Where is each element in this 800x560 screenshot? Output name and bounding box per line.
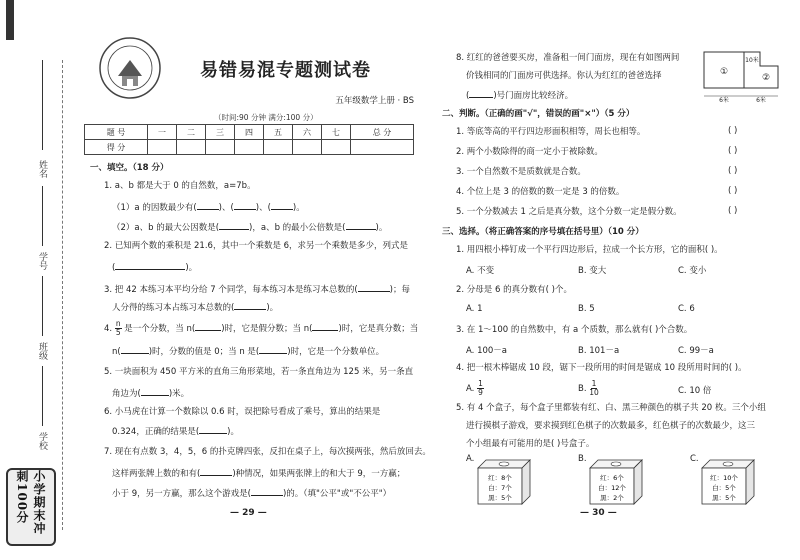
floor-dim-height: 10米: [745, 57, 759, 64]
choice-option[interactable]: C. 变小: [678, 266, 707, 276]
question-1: 1. a、b 都是大于 0 的自然数，a=7b。: [104, 181, 256, 191]
question-5-cont: 角边为( )米。: [112, 386, 189, 400]
question-2: 2. 已知两个数的乘积是 21.6，其中一个乘数是 6，求另一个乘数是多少，列式是: [104, 241, 409, 251]
choice-option[interactable]: A. $\frac{1}{9}$: [466, 379, 483, 397]
box-b-diagram: [588, 456, 644, 506]
choice-option[interactable]: B. 5: [578, 304, 595, 314]
score-cell[interactable]: [292, 140, 321, 155]
answer-blank[interactable]: [200, 466, 232, 476]
box-a-line: 黑：5个: [488, 494, 512, 502]
score-cell[interactable]: [350, 140, 413, 155]
choice-5: 5. 有 4 个盒子，每个盒子里都装有红、白、黑三种颜色的棋子共 20 枚。三个小组: [456, 403, 766, 413]
score-cell[interactable]: [321, 140, 350, 155]
question-8: 8. 红红的爸爸要买房，准备租一间门面房，现在有如图两间: [456, 53, 680, 63]
question-3-cont: 人分得的练习本占练习本总数的( )。: [112, 300, 278, 314]
answer-blank[interactable]: [358, 282, 390, 292]
choice-option[interactable]: B. 变大: [578, 266, 607, 276]
binding-strip: [0, 0, 78, 560]
answer-blank[interactable]: [469, 88, 493, 98]
box-c-line: 黑：5个: [712, 494, 736, 502]
score-header-row: [85, 125, 414, 140]
score-table: [84, 124, 414, 155]
school-label: 学校: [37, 432, 47, 450]
box-a-line: 白：7个: [488, 484, 512, 492]
page-number: — 30 —: [580, 508, 617, 518]
score-cell[interactable]: [234, 140, 263, 155]
box-b-line: 红：6个: [600, 474, 624, 482]
choice-option[interactable]: B. $\frac{1}{10}$: [578, 379, 599, 397]
floor-plan-diagram: [700, 46, 786, 104]
score-value-row: [85, 140, 414, 155]
choice-option[interactable]: C. 10 倍: [678, 386, 712, 396]
answer-paren[interactable]: ( ): [728, 146, 738, 156]
choice-option[interactable]: C. 99－a: [678, 346, 714, 356]
answer-blank[interactable]: [251, 486, 283, 496]
answer-paren[interactable]: ( ): [728, 206, 738, 216]
series-badge: [6, 468, 56, 546]
cut-line: [62, 60, 63, 530]
answer-blank[interactable]: [259, 344, 287, 354]
page-number: — 29 —: [230, 508, 267, 518]
answer-blank[interactable]: [195, 321, 221, 331]
strip-bar-top: [6, 0, 14, 40]
answer-blank[interactable]: [271, 200, 293, 210]
choice-3: 3. 在 1～100 的自然数中，有 a 个质数，那么就有( )个合数。: [456, 325, 693, 335]
box-b-line: 白：12个: [598, 484, 626, 492]
answer-blank[interactable]: [199, 424, 227, 434]
question-6: 6. 小马虎在计算一个数除以 0.6 时，误把除号看成了乘号，算出的结果是: [104, 407, 381, 417]
name-rule: [42, 60, 43, 150]
score-head-cell: 二: [176, 125, 205, 140]
answer-blank[interactable]: [234, 300, 266, 310]
choice-option[interactable]: A. 不变: [466, 266, 495, 276]
question-1a: （1）a 的因数最少有( )、( )、( )。: [112, 200, 305, 214]
floor-label-1: ①: [719, 67, 729, 77]
answer-paren[interactable]: ( ): [728, 186, 738, 196]
floor-dim-width-2: 6米: [756, 97, 766, 104]
class-rule: [42, 276, 43, 336]
answer-blank[interactable]: [346, 220, 376, 230]
judge-1: 1. 等底等高的平行四边形面积相等，周长也相等。: [456, 127, 646, 137]
fraction: $\frac{1}{9}$: [478, 379, 483, 397]
question-6-cont: 0.324，正确的结果是( )。: [112, 424, 239, 438]
question-5: 5. 一块面积为 450 平方米的直角三角形菜地，若一条直角边为 125 米，另一条直: [104, 367, 414, 377]
score-head-cell: 四: [234, 125, 263, 140]
choice-2: 2. 分母是 6 的真分数有( )个。: [456, 285, 572, 295]
answer-paren[interactable]: ( ): [728, 166, 738, 176]
score-head-cell: 六: [292, 125, 321, 140]
series-badge-text: 小学期末冲刺100分: [15, 470, 46, 535]
choice-5-cont: 进行摸棋子游戏，要求摸到红色棋子的次数最多，红色棋子的次数最少，这三: [466, 421, 756, 431]
score-head-cell: 三: [205, 125, 234, 140]
question-3: 3. 把 42 本练习本平均分给 7 个同学，每本练习本是练习本总数的( )；每: [104, 282, 410, 296]
answer-paren[interactable]: ( ): [728, 126, 738, 136]
question-4-cont: n( )时，分数的值是 0；当 n 是( )时，它是一个分数单位。: [112, 344, 384, 358]
section-2-title: 二、判断。（正确的画"√"，错误的画"×"）（5 分）: [442, 109, 635, 119]
answer-blank[interactable]: [312, 321, 338, 331]
choice-option[interactable]: B. 101－a: [578, 346, 620, 356]
box-c-line: 白：5个: [712, 484, 736, 492]
number-rule: [42, 186, 43, 246]
box-c-line: 红：10个: [710, 474, 738, 482]
answer-blank[interactable]: [115, 260, 185, 270]
answer-blank[interactable]: [234, 200, 256, 210]
box-a-diagram: [476, 456, 532, 506]
question-7-cont2: 小于 9，另一方赢，那么这个游戏是( )的。（填"公平"或"不公平"）: [112, 486, 391, 500]
class-label: 班级: [37, 342, 47, 360]
question-8-cont2: ( )号门面房比较经济。: [466, 88, 573, 103]
number-label: 学号: [37, 252, 47, 270]
answer-blank[interactable]: [197, 200, 219, 210]
score-head-cell: 一: [147, 125, 176, 140]
score-head-cell: 题 号: [85, 125, 148, 140]
question-4: 4. $\frac{n}{5}$ 是一个分数，当 n( )时，它是假分数；当 n( )时，它是真分数；当: [104, 319, 419, 337]
choice-4: 4. 把一根木棒锯成 10 段，锯下一段所用的时间是锯成 10 段所用时间的( )。: [456, 363, 747, 373]
choice-5-cont2: 个小组最有可能用的是( )号盒子。: [466, 439, 595, 449]
answer-blank[interactable]: [121, 344, 149, 354]
question-8-cont: 价钱相同的门面房可供选择。你认为红红的爸爸选择: [466, 71, 662, 81]
fraction: $\frac{n}{5}$: [115, 319, 121, 337]
floor-dim-width-1: 6米: [719, 97, 729, 104]
score-cell[interactable]: [205, 140, 234, 155]
choice-option[interactable]: C. 6: [678, 304, 695, 314]
series-logo: [98, 36, 162, 100]
score-cell[interactable]: [176, 140, 205, 155]
answer-blank[interactable]: [219, 220, 249, 230]
answer-blank[interactable]: [141, 386, 169, 396]
score-head-cell: 五: [263, 125, 292, 140]
question-2-answer: ( )。: [112, 260, 197, 274]
section-3-title: 三、选择。（将正确答案的序号填在括号里）（10 分）: [442, 227, 644, 237]
school-rule: [42, 366, 43, 426]
score-head-cell: 总 分: [350, 125, 413, 140]
choice-1: 1. 用四根小棒钉成一个平行四边形后，拉成一个长方形，它的面积( )。: [456, 245, 723, 255]
box-b-line: 黑：2个: [600, 494, 624, 502]
judge-5: 5. 一个分数减去 1 之后是真分数，这个分数一定是假分数。: [456, 207, 682, 217]
score-cell[interactable]: [147, 140, 176, 155]
floor-label-2: ②: [761, 73, 771, 83]
section-1-title: 一、填空。（18 分）: [90, 163, 169, 173]
judge-2: 2. 两个小数除得的商一定小于被除数。: [456, 147, 603, 157]
judge-3: 3. 一个自然数不是质数就是合数。: [456, 167, 586, 177]
box-a-letter[interactable]: A.: [466, 454, 475, 464]
paper-title: 易错易混专题测试卷: [200, 60, 371, 81]
judge-4: 4. 个位上是 3 的倍数的数一定是 3 的倍数。: [456, 187, 625, 197]
score-row-label: 得 分: [85, 140, 148, 155]
grade-label: 五年级数学上册 · BS: [335, 96, 414, 106]
right-page: [430, 0, 800, 560]
question-7: 7. 现在有点数 3，4，5，6 的扑克牌四张，反扣在桌子上，每次摸两张，然后放回去。: [104, 447, 431, 457]
fraction: $\frac{1}{10}$: [589, 379, 599, 397]
box-a-line: 红：8个: [488, 474, 512, 482]
name-label: 姓名: [37, 160, 47, 178]
box-b-letter[interactable]: B.: [578, 454, 587, 464]
score-head-cell: 七: [321, 125, 350, 140]
box-c-diagram: [700, 456, 756, 506]
choice-option[interactable]: A. 100－a: [466, 346, 508, 356]
question-7-cont: 这样两张牌上数的和有( )种情况，如果两张牌上的和大于 9，一方赢；: [112, 466, 405, 480]
box-c-letter[interactable]: C.: [690, 454, 699, 464]
choice-option[interactable]: A. 1: [466, 304, 483, 314]
score-cell[interactable]: [263, 140, 292, 155]
time-score: （时间:90 分钟 满分:100 分）: [214, 113, 318, 122]
question-1b: （2）a、b 的最大公因数是( )，a、b 的最小公倍数是( )。: [112, 220, 387, 234]
